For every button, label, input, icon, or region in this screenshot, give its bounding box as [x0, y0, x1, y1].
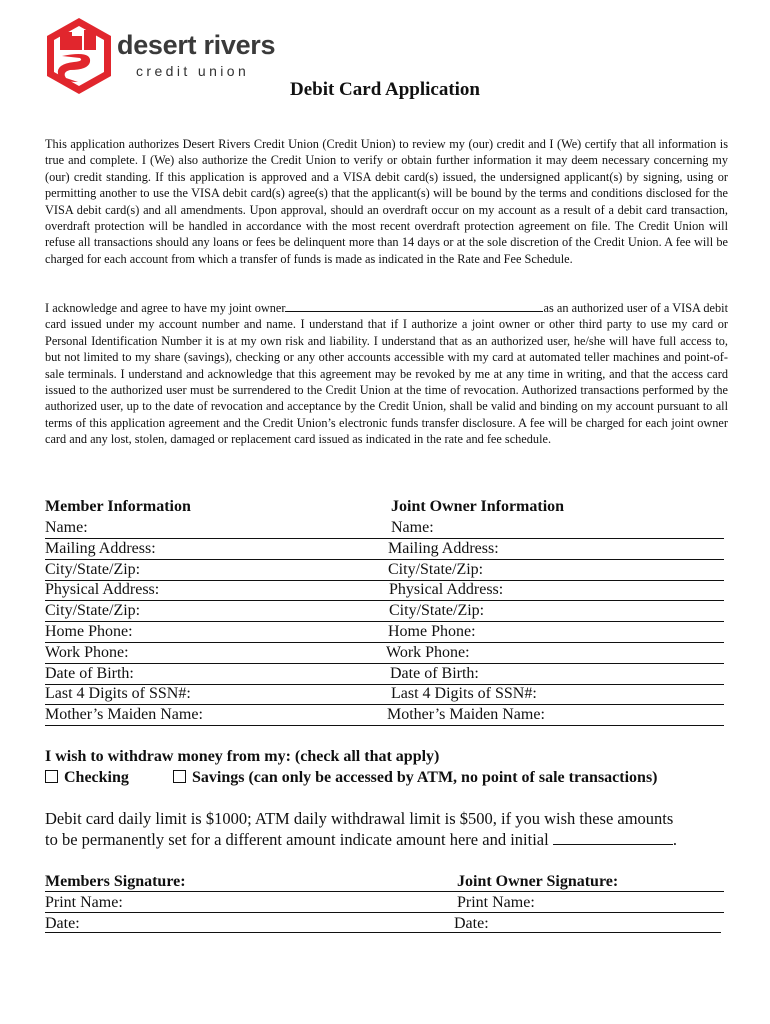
signature-line[interactable]	[45, 891, 724, 892]
limit-line-2	[45, 829, 735, 850]
member-field-label: Mother’s Maiden Name:	[45, 706, 203, 723]
joint-field-label: Name:	[391, 519, 434, 536]
savings-option[interactable]	[173, 768, 658, 788]
joint-field-label: City/State/Zip:	[389, 602, 485, 619]
agreement-text-start: I acknowledge and agree to have my joint owner	[45, 301, 286, 315]
field-entry-line[interactable]	[45, 725, 724, 726]
field-entry-line[interactable]	[45, 559, 724, 560]
field-entry-line[interactable]	[45, 642, 724, 643]
joint-field-label: Mother’s Maiden Name:	[387, 706, 545, 723]
member-field-label: Physical Address:	[45, 581, 160, 598]
member-field-label: City/State/Zip:	[45, 602, 141, 619]
joint-owner-name-blank[interactable]	[285, 300, 543, 312]
joint-print-name-label: Print Name:	[457, 894, 535, 911]
member-field-label: Date of Birth:	[45, 665, 134, 682]
page-title: Debit Card Application	[289, 79, 481, 100]
joint-owner-signature-label: Joint Owner Signature:	[457, 873, 619, 890]
checking-option[interactable]	[45, 768, 129, 788]
member-field-label: Work Phone:	[45, 644, 129, 661]
joint-field-label: Work Phone:	[386, 644, 470, 661]
joint-field-label: Physical Address:	[389, 581, 504, 598]
authorization-paragraph: This application authorizes Desert Rivers Credit Union (Credit Union) to review my (our) credit and I (We) certify that all information is true and complete. I (We) also authorize the Credit Union to verify or obtain further information it may deem necessary concerning my (our) credit standing. If this application is approved and a VISA debit card(s) issued, the undersigned applicant(s) by signing, using or permitting another to use the VISA debit card(s) agree(s) that the applicant(s) will be bound by the terms and conditions disclosed for the VISA debit card(s) and all amendments. Upon approval, should an overdraft occur on my account as a result of a debit card transaction, overdraft protection will be handled in accordance with the most recent overdraft protection agreement on file. The Credit Union will refuse all transactions should any loans or fees be delinquent more than 14 days or at the sole discretion of the Credit Union. A fee will be charged for each account from which a transfer of funds is made as indicated in the Rate and Fee Schedule.	[45, 137, 728, 266]
joint-date-label: Date:	[454, 915, 489, 932]
member-information-heading: Member Information	[45, 498, 191, 515]
member-field-label: Name:	[45, 519, 88, 536]
limit-line-1: Debit card daily limit is $1000; ATM daily withdrawal limit is $500, if you wish these amounts	[45, 809, 674, 828]
date-line[interactable]	[45, 932, 721, 933]
member-field-label: Mailing Address:	[45, 540, 156, 557]
joint-field-label: Date of Birth:	[390, 665, 479, 682]
limit-line-2-text: to be permanently set for a different amount indicate amount here and initial	[45, 830, 549, 849]
member-date-label: Date:	[45, 915, 80, 932]
joint-field-label: City/State/Zip:	[388, 561, 484, 578]
withdraw-heading: I wish to withdraw money from my: (check all that apply)	[45, 748, 440, 765]
checking-label: Checking	[64, 769, 129, 786]
field-entry-line[interactable]	[45, 621, 724, 622]
member-field-label: Home Phone:	[45, 623, 133, 640]
member-field-label: City/State/Zip:	[45, 561, 141, 578]
logo-subtitle: credit union	[136, 63, 250, 79]
field-entry-line[interactable]	[45, 663, 724, 664]
joint-owner-agreement-paragraph	[45, 300, 728, 448]
logo-name: desert rivers	[117, 30, 276, 60]
field-entry-line[interactable]	[45, 600, 724, 601]
joint-field-label: Home Phone:	[388, 623, 476, 640]
initial-amount-blank[interactable]	[553, 829, 673, 845]
savings-checkbox[interactable]	[173, 770, 186, 783]
joint-field-label: Last 4 Digits of SSN#:	[391, 685, 537, 702]
members-signature-label: Members Signature:	[45, 873, 186, 890]
print-name-line[interactable]	[45, 912, 724, 913]
savings-label: Savings (can only be accessed by ATM, no point of sale transactions)	[192, 769, 658, 786]
limit-line-end: .	[672, 830, 677, 849]
checking-checkbox[interactable]	[45, 770, 58, 783]
member-field-label: Last 4 Digits of SSN#:	[45, 685, 191, 702]
joint-field-label: Mailing Address:	[388, 540, 499, 557]
member-print-name-label: Print Name:	[45, 894, 123, 911]
joint-owner-information-heading: Joint Owner Information	[391, 498, 565, 515]
agreement-text-rest: as an authorized user of a VISA debit card issued under my account number and name. I understand that if I authorize a joint owner or other third party to use my card or Personal Identification Number it is at my own risk and liability. I understand that as an authorized user, he/she will have full access to, but not limited to my share (savings), checking or any other accounts accessible with my card at automated teller machines and point-of-sale terminals. I understand and acknowledge that this agreement may be revoked by me at any time in writing, and that the access card issued to the authorized user must be surrendered to the Credit Union at the time of revocation. Authorized transactions performed by the authorized user, up to the date of revocation and acceptance by the Credit Union, shall be valid and binding on my account pursuant to all terms of this application agreement and the Credit Union’s electronic funds transfer disclosure. A fee will be charged for each joint owner card and any lost, stolen, damaged or replacement card issued as indicated in the rate and fee schedule.	[45, 301, 728, 447]
